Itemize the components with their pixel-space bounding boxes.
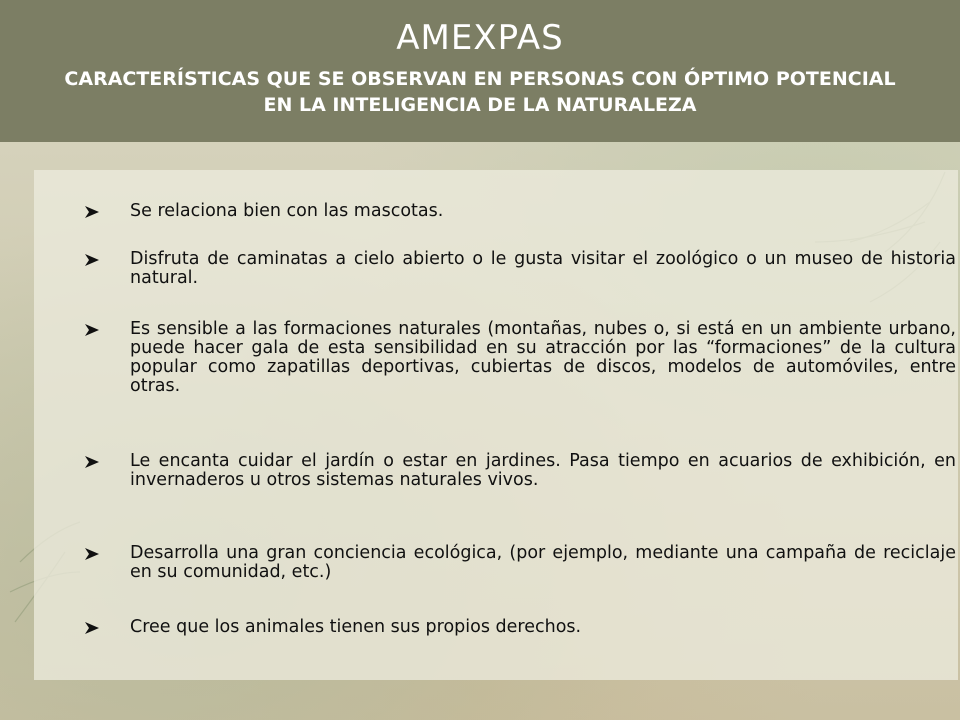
list-item xyxy=(130,452,956,490)
list-item xyxy=(130,250,956,288)
slide-title: AMEXPAS xyxy=(396,18,564,58)
list-item xyxy=(130,320,956,396)
list-item-text: Le encanta cuidar el jardín o estar en jardines. Pasa tiempo en acuarios de exhibición, en invernaderos u otros sistemas naturales vivos. xyxy=(130,451,956,490)
list-item-text: Desarrolla una gran conciencia ecológica, (por ejemplo, mediante una campaña de reciclaje en su comunidad, etc.) xyxy=(130,543,956,582)
list-item-text: Cree que los animales tienen sus propios derechos. xyxy=(130,617,582,637)
arrowhead-bullet-icon xyxy=(84,253,100,267)
arrowhead-bullet-icon xyxy=(84,455,100,469)
list-item xyxy=(130,202,956,221)
slide-subtitle: CARACTERÍSTICAS QUE SE OBSERVAN EN PERSONAS CON ÓPTIMO POTENCIAL EN LA INTELIGENCIA DE LA NATURALEZA xyxy=(64,68,896,116)
arrowhead-bullet-icon xyxy=(84,621,100,635)
arrowhead-bullet-icon xyxy=(84,547,100,561)
list-item xyxy=(130,618,956,637)
content-panel xyxy=(34,170,958,680)
slide-header xyxy=(0,0,960,142)
list-item xyxy=(130,544,956,582)
list-item-text: Es sensible a las formaciones naturales (montañas, nubes o, si está en un ambiente urbano, puede hacer gala de esta sensibilidad en su atracción por las “formaciones” de la cultura popular como zapatillas deportivas, cubiertas de discos, modelos de automóviles, entre otras. xyxy=(130,319,956,396)
list-item-text: Se relaciona bien con las mascotas. xyxy=(130,201,444,221)
arrowhead-bullet-icon xyxy=(84,323,100,337)
list-item-text: Disfruta de caminatas a cielo abierto o le gusta visitar el zoológico o un museo de historia natural. xyxy=(130,249,956,288)
arrowhead-bullet-icon xyxy=(84,205,100,219)
